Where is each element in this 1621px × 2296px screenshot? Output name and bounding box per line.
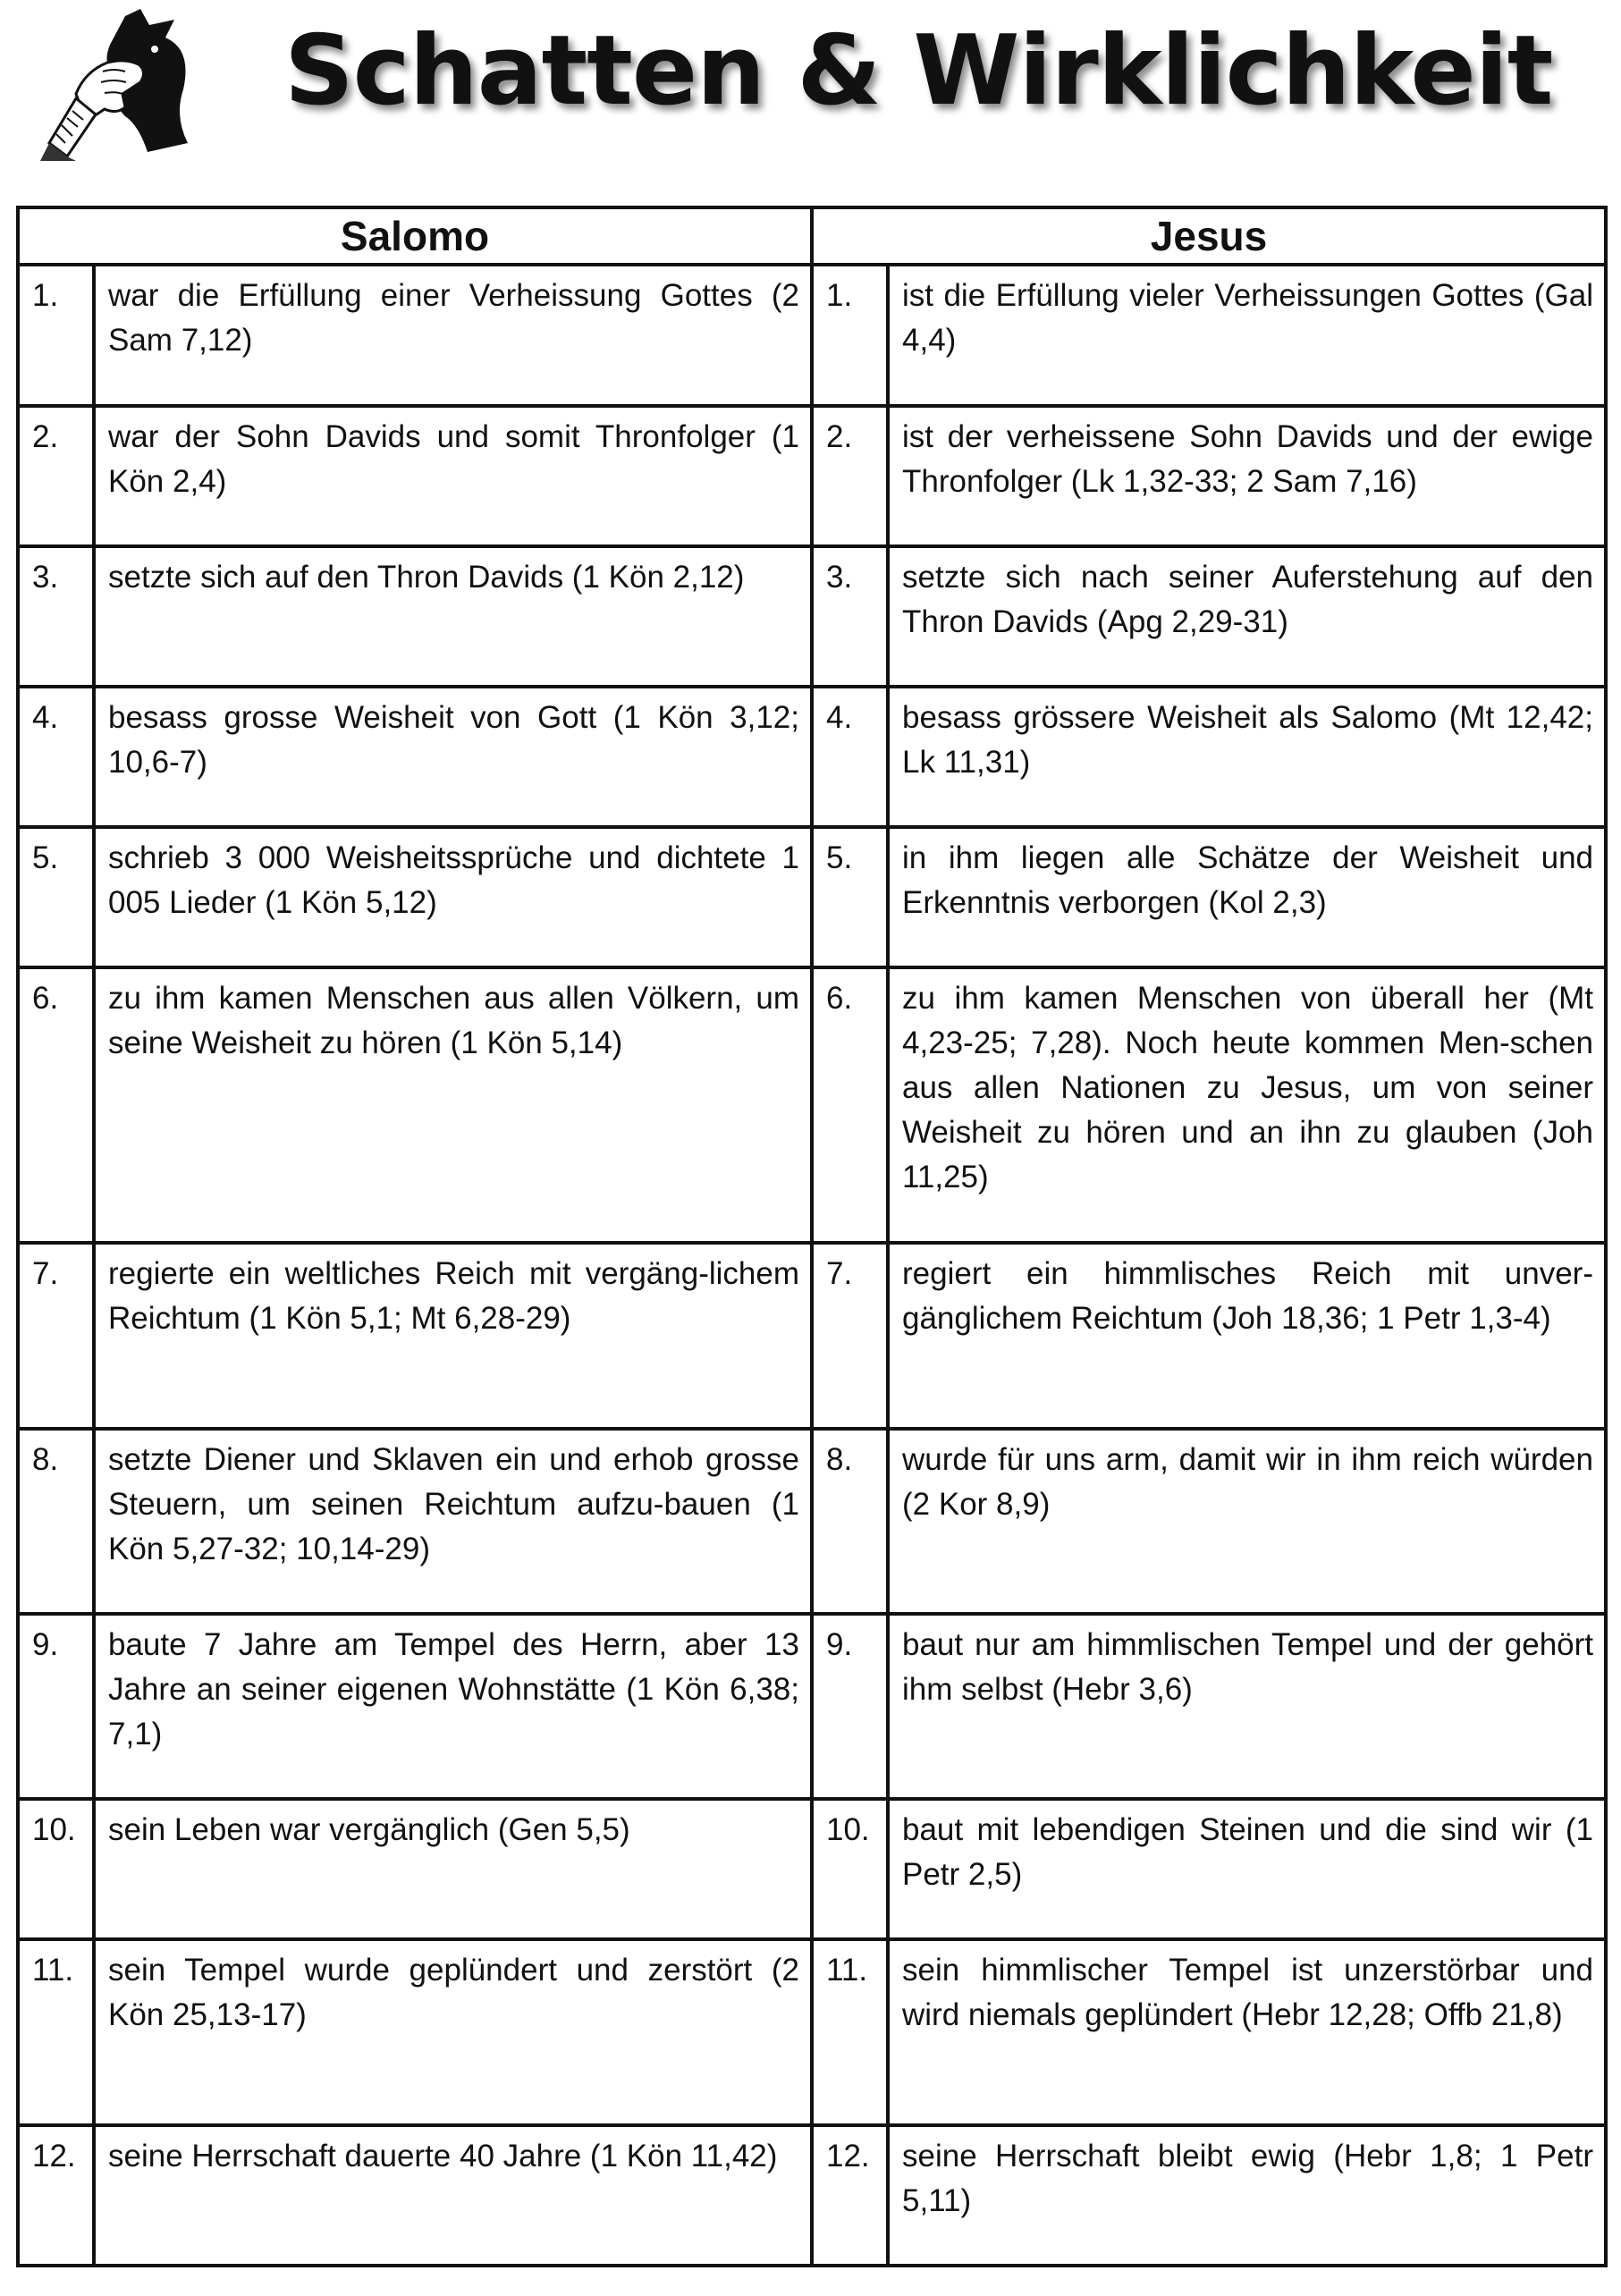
- table-row: [18, 265, 1606, 406]
- row-number-left: 4.: [18, 687, 94, 827]
- salomo-cell: war die Erfüllung einer Verheissung Gottes (2 Sam 7,12): [94, 265, 812, 406]
- row-number-right: 1.: [812, 265, 888, 406]
- jesus-cell: zu ihm kamen Menschen von überall her (Mt 4,23-25; 7,28). Noch heute kommen Men-schen aus allen Nationen zu Jesus, um von seiner Weisheit zu hören und an ihn zu glauben (Joh 11,25): [888, 967, 1606, 1243]
- table-row: [18, 687, 1606, 827]
- page-title: Schatten & Wirklichkeit: [284, 15, 1553, 127]
- row-number-right: 2.: [812, 406, 888, 546]
- row-number-right: 3.: [812, 546, 888, 687]
- jesus-cell: sein himmlischer Tempel ist unzerstörbar und wird niemals geplündert (Hebr 12,28; Offb 21,8): [888, 1939, 1606, 2125]
- jesus-cell: in ihm liegen alle Schätze der Weisheit und Erkenntnis verborgen (Kol 2,3): [888, 827, 1606, 967]
- row-number-left: 1.: [18, 265, 94, 406]
- jesus-cell: setzte sich nach seiner Auferstehung auf den Thron Davids (Apg 2,29-31): [888, 546, 1606, 687]
- salomo-cell: seine Herrschaft dauerte 40 Jahre (1 Kön 11,42): [94, 2125, 812, 2266]
- salomo-cell: baute 7 Jahre am Tempel des Herrn, aber 13 Jahre an seiner eigenen Wohnstätte (1 Kön 6,38; 7,1): [94, 1614, 812, 1799]
- jesus-cell: besass grössere Weisheit als Salomo (Mt 12,42; Lk 11,31): [888, 687, 1606, 827]
- row-number-right: 6.: [812, 967, 888, 1243]
- table-row: [18, 1614, 1606, 1799]
- table-row: [18, 967, 1606, 1243]
- jesus-cell: baut mit lebendigen Steinen und die sind wir (1 Petr 2,5): [888, 1799, 1606, 1939]
- comparison-table: [16, 206, 1608, 2267]
- row-number-left: 11.: [18, 1939, 94, 2125]
- row-number-left: 8.: [18, 1429, 94, 1614]
- row-number-right: 5.: [812, 827, 888, 967]
- jesus-cell: wurde für uns arm, damit wir in ihm reich würden (2 Kor 8,9): [888, 1429, 1606, 1614]
- row-number-right: 11.: [812, 1939, 888, 2125]
- salomo-cell: schrieb 3 000 Weisheitssprüche und dichtete 1 005 Lieder (1 Kön 5,12): [94, 827, 812, 967]
- salomo-cell: war der Sohn Davids und somit Thronfolger (1 Kön 2,4): [94, 406, 812, 546]
- row-number-left: 3.: [18, 546, 94, 687]
- row-number-right: 8.: [812, 1429, 888, 1614]
- table-row: [18, 827, 1606, 967]
- salomo-cell: sein Leben war vergänglich (Gen 5,5): [94, 1799, 812, 1939]
- jesus-cell: ist die Erfüllung vieler Verheissungen Gottes (Gal 4,4): [888, 265, 1606, 406]
- jesus-cell: regiert ein himmlisches Reich mit unver-gänglichem Reichtum (Joh 18,36; 1 Petr 1,3-4): [888, 1243, 1606, 1429]
- salomo-cell: setzte sich auf den Thron Davids (1 Kön 2,12): [94, 546, 812, 687]
- table-row: [18, 1939, 1606, 2125]
- page-header: [0, 0, 1621, 179]
- row-number-left: 2.: [18, 406, 94, 546]
- row-number-right: 4.: [812, 687, 888, 827]
- row-number-left: 12.: [18, 2125, 94, 2266]
- row-number-right: 12.: [812, 2125, 888, 2266]
- table-header-row: [18, 207, 1606, 265]
- salomo-cell: sein Tempel wurde geplündert und zerstört (2 Kön 25,13-17): [94, 1939, 812, 2125]
- jesus-cell: baut nur am himmlischen Tempel und der gehört ihm selbst (Hebr 3,6): [888, 1614, 1606, 1799]
- table-row: [18, 1243, 1606, 1429]
- hand-shadow-puppet-icon: [40, 9, 228, 161]
- salomo-cell: zu ihm kamen Menschen aus allen Völkern, um seine Weisheit zu hören (1 Kön 5,14): [94, 967, 812, 1243]
- table-row: [18, 1429, 1606, 1614]
- row-number-left: 10.: [18, 1799, 94, 1939]
- row-number-left: 9.: [18, 1614, 94, 1799]
- column-header-salomo: Salomo: [18, 207, 812, 265]
- row-number-right: 7.: [812, 1243, 888, 1429]
- salomo-cell: regierte ein weltliches Reich mit vergäng-lichem Reichtum (1 Kön 5,1; Mt 6,28-29): [94, 1243, 812, 1429]
- jesus-cell: seine Herrschaft bleibt ewig (Hebr 1,8; 1 Petr 5,11): [888, 2125, 1606, 2266]
- salomo-cell: besass grosse Weisheit von Gott (1 Kön 3,12; 10,6-7): [94, 687, 812, 827]
- row-number-right: 9.: [812, 1614, 888, 1799]
- table-row: [18, 546, 1606, 687]
- row-number-left: 5.: [18, 827, 94, 967]
- table-row: [18, 1799, 1606, 1939]
- row-number-left: 6.: [18, 967, 94, 1243]
- salomo-cell: setzte Diener und Sklaven ein und erhob grosse Steuern, um seinen Reichtum aufzu-bauen (1 Kön 5,27-32; 10,14-29): [94, 1429, 812, 1614]
- row-number-left: 7.: [18, 1243, 94, 1429]
- row-number-right: 10.: [812, 1799, 888, 1939]
- table-row: [18, 2125, 1606, 2266]
- table-row: [18, 406, 1606, 546]
- jesus-cell: ist der verheissene Sohn Davids und der ewige Thronfolger (Lk 1,32-33; 2 Sam 7,16): [888, 406, 1606, 546]
- column-header-jesus: Jesus: [812, 207, 1606, 265]
